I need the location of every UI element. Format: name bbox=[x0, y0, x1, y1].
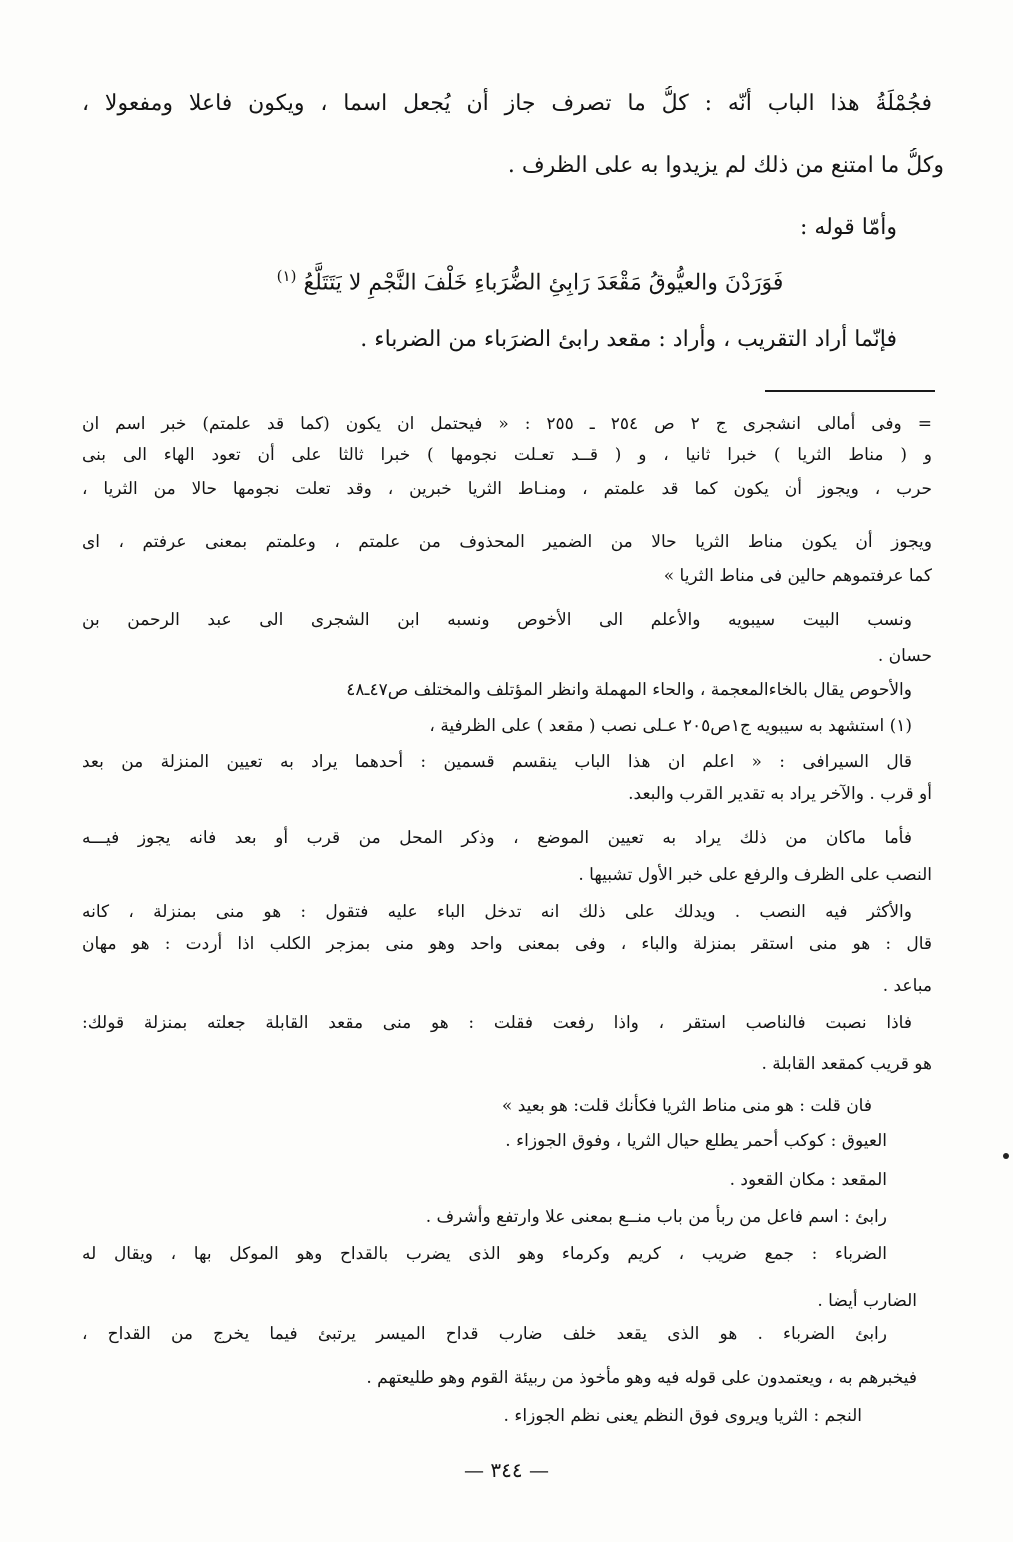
footnote-line: والأحوص يقال بالخاءالمعجمة ، والحاء المهملة وانظر المؤتلف والمختلف ص٤٧ـ٤٨ bbox=[346, 680, 912, 700]
footnote-line: = وفى أمالى انشجرى ج ٢ ص ٢٥٤ ـ ٢٥٥ : « فيحتمل ان يكون (كما قد علمتم) خبر اسم ان bbox=[82, 414, 932, 434]
main-text-line-1: فجُمْلَةُ هذا الباب أنّه : كلُّ ما تصرف جاز أن يُجعل اسما ، ويكون فاعلا ومفعولا ، bbox=[82, 91, 932, 116]
footnote-line: حرب ، ويجوز أن يكون كما قد علمتم ، ومنـاط الثريا خبرين ، وقد تعلت نجومها حالا من الثريا ، bbox=[82, 479, 932, 499]
footnote-line: فيخبرهم به ، ويعتمدون على قوله فيه وهو مأخوذ من ربيئة القوم وهو طليعتهم . bbox=[366, 1368, 917, 1388]
footnote-line: مباعد . bbox=[882, 976, 932, 996]
footnote-line: ويجوز أن يكون مناط الثريا حالا من الضمير المحذوف من علمتم ، وعلمتم بمعنى عرفتم ، اى bbox=[82, 532, 932, 552]
main-text-line-3: وأمّا قوله : bbox=[799, 215, 897, 240]
poetry-verse bbox=[240, 258, 820, 301]
verse-footnote-marker: (١) bbox=[276, 267, 297, 285]
footnote-line: فاذا نصبت فالناصب استقر ، واذا رفعت فقلت : هو منى مقعد القابلة جعلته بمنزلة قولك: bbox=[82, 1013, 912, 1033]
footnote-line: (١) استشهد به سيبويه ج١ص٢٠٥ عـلى نصب ( مقعد ) على الظرفية ، bbox=[429, 716, 912, 736]
footnote-line: الضارب أيضا . bbox=[817, 1291, 917, 1311]
footnote-line: النصب على الظرف والرفع على خبر الأول تشبيها . bbox=[578, 865, 932, 885]
footnote-line: فأما ماكان من ذلك يراد به تعيين الموضع ، وذكر المحل من قرب أو بعد فانه يجوز فيـــه bbox=[82, 828, 912, 848]
page-number: — ٣٤٤ — bbox=[464, 1458, 549, 1482]
scan-speck bbox=[1003, 1153, 1009, 1159]
footnote-line: قال السيرافى : « اعلم ان هذا الباب ينقسم قسمين : أحدهما يراد به تعيين المنزلة من بعد bbox=[82, 752, 912, 772]
verse-text: فَوَرَدْنَ والعيُّوقُ مَقْعَدَ رَابِئِ الضُّرَباءِ خَلْفَ النَّجْمِ لا يَتَتَلَّعُ bbox=[303, 270, 784, 296]
footnote-line: النجم : الثريا ويروى فوق النظم يعنى نظم الجوزاء . bbox=[503, 1406, 862, 1426]
footnote-line: فان قلت : هو منى مناط الثريا فكأنك قلت: هو بعيد » bbox=[501, 1096, 872, 1116]
footnote-line: المقعد : مكان القعود . bbox=[729, 1170, 887, 1190]
footnote-line: قال : هو منى استقر بمنزلة والباء ، وفى بمعنى واحد وهو منى بمزجر الكلب اذا أردت : هو مهان bbox=[82, 934, 932, 954]
footnote-line: رابئ الضرباء . هو الذى يقعد خلف ضارب قداح الميسر يرتبئ فيما يخرج من القداح ، bbox=[82, 1324, 887, 1344]
main-text-line-5: فإنّما أراد التقريب ، وأراد : مقعد رابئ الضرَباء من الضرباء . bbox=[360, 327, 897, 352]
footnote-line: رابئ : اسم فاعل من ربأ من باب منــع بمعنى علا وارتفع وأشرف . bbox=[425, 1207, 887, 1227]
footnote-line: أو قرب . والآخر يراد به تقدير القرب والبعد. bbox=[628, 784, 932, 804]
footnote-separator bbox=[765, 390, 935, 392]
main-text-line-2: وكلُّ ما امتنع من ذلك لم يزيدوا به على الظرف . bbox=[507, 153, 944, 178]
footnote-line: الضرباء : جمع ضريب ، كريم وكرماء وهو الذى يضرب بالقداح وهو الموكل بها ، ويقال له bbox=[82, 1244, 887, 1264]
footnote-line: حسان . bbox=[877, 646, 932, 666]
footnote-line: ونسب البيت سيبويه والأعلم الى الأخوص ونسبه ابن الشجرى الى عبد الرحمن بن bbox=[82, 610, 912, 630]
footnote-line: هو قريب كمقعد القابلة . bbox=[761, 1054, 932, 1074]
footnote-line: العيوق : كوكب أحمر يطلع حيال الثريا ، وفوق الجوزاء . bbox=[505, 1131, 887, 1151]
footnote-line: و ( مناط الثريا ) خبرا ثانيا ، و ( قــد تعـلت نجومها ) خبرا ثالثا على أن تعود الهاء الى بنى bbox=[82, 445, 932, 465]
footnote-line: كما عرفتموهم حالين فى مناط الثريا » bbox=[663, 566, 932, 586]
footnote-line: والأكثر فيه النصب . ويدلك على ذلك انه تدخل الباء عليه فتقول : هو منى بمنزلة ، كانه bbox=[82, 902, 912, 922]
